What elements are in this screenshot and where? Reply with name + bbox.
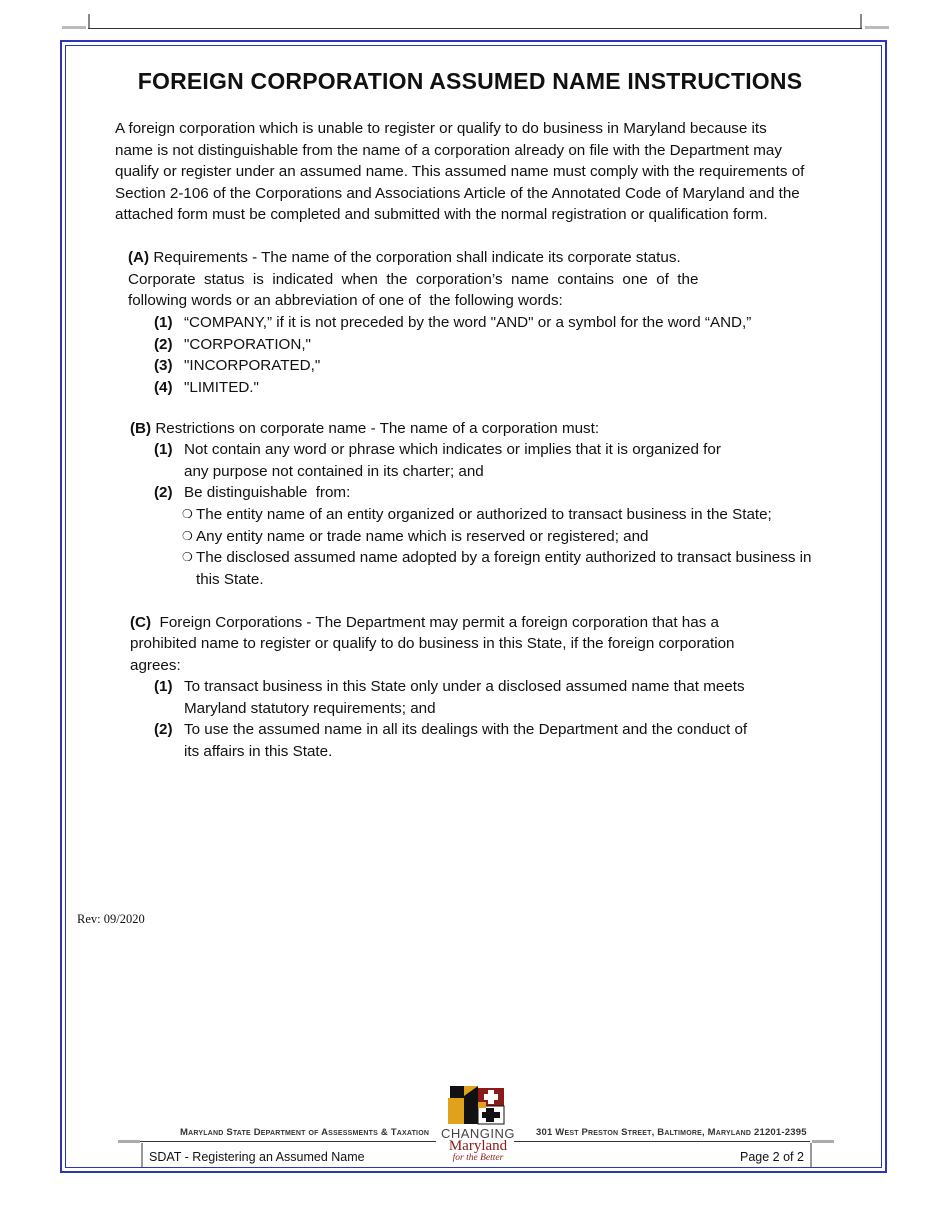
section-c-label: (C)	[130, 614, 152, 631]
section-a-label: (A)	[128, 249, 150, 266]
header-rule-stub-left	[62, 26, 86, 29]
intro-line: Section 2-106 of the Corporations and Associations Article of the Annotated Code of Maryland and the	[115, 184, 800, 202]
circle-bullet-icon: ❍	[182, 529, 193, 543]
list-item: To transact business in this State only under a disclosed assumed name that meets	[184, 678, 745, 695]
footer-document-name: SDAT - Registering an Assumed Name	[149, 1150, 365, 1164]
circle-bullet-icon: ❍	[182, 550, 193, 564]
section-c-line: Foreign Corporations - The Department may permit a foreign corporation that has a	[159, 614, 719, 631]
list-item-continuation: its affairs in this State.	[184, 743, 333, 760]
list-item: "LIMITED."	[184, 379, 259, 396]
list-item: Not contain any word or phrase which indicates or implies that it is organized for	[184, 441, 721, 458]
list-number: (2)	[154, 721, 173, 738]
list-number: (1)	[154, 441, 173, 458]
section-a-line: following words or an abbreviation of one of the following words:	[128, 292, 563, 309]
section-a-heading	[128, 247, 681, 269]
intro-line: name is not distinguishable from the name of a corporation already on file with the Department may	[115, 141, 782, 159]
list-item-continuation: Maryland statutory requirements; and	[184, 700, 436, 717]
list-item-continuation: any purpose not contained in its charter; and	[184, 463, 484, 480]
bullet-item: The entity name of an entity organized or authorized to transact business in the State;	[196, 506, 772, 523]
footer-rule-right	[514, 1141, 810, 1142]
logo-text-changing: CHANGING	[440, 1126, 516, 1141]
footer-address: 301 West Preston Street, Baltimore, Maryland 21201-2395	[536, 1127, 807, 1138]
footer-page-number: Page 2 of 2	[740, 1150, 804, 1164]
intro-paragraph	[115, 118, 865, 226]
footer-org-name: Maryland State Department of Assessments & Taxation	[180, 1127, 430, 1138]
list-item: Be distinguishable from:	[184, 484, 351, 501]
section-c-heading	[130, 612, 719, 634]
intro-line: attached form must be completed and submitted with the normal registration or qualification form.	[115, 206, 768, 224]
list-item: “COMPANY,” if it is not preceded by the word "AND" or a symbol for the word “AND,”	[184, 314, 752, 331]
section-b-heading	[130, 418, 599, 440]
logo-text-better: for the Better	[452, 1153, 504, 1163]
list-number: (4)	[154, 379, 173, 396]
section-c-line: prohibited name to register or qualify to do business in this State, if the foreign corporation	[130, 635, 735, 652]
list-item: To use the assumed name in all its dealings with the Department and the conduct of	[184, 721, 748, 738]
list-number: (2)	[154, 484, 173, 501]
footer-bar-right	[810, 1143, 812, 1167]
list-number: (2)	[154, 336, 173, 353]
bullet-item: The disclosed assumed name adopted by a foreign entity authorized to transact business in	[196, 549, 812, 566]
list-item: "INCORPORATED,"	[184, 357, 321, 374]
section-c-line: agrees:	[130, 657, 181, 674]
list-number: (1)	[154, 678, 173, 695]
bullet-item-continuation: this State.	[196, 571, 264, 588]
list-item: "CORPORATION,"	[184, 336, 311, 353]
intro-line: qualify or register under an assumed name. This assumed name must comply with the requirements of	[115, 163, 805, 181]
section-b-line: Restrictions on corporate name - The name of a corporation must:	[155, 420, 600, 437]
footer-rule-stub-left	[118, 1140, 140, 1143]
header-tick-right	[860, 14, 862, 28]
circle-bullet-icon: ❍	[182, 507, 193, 521]
revision-date: Rev: 09/2020	[77, 912, 145, 926]
section-a-line: Corporate status is indicated when the corporation’s name contains one of the	[128, 271, 699, 288]
header-rule-stub-right	[865, 26, 889, 29]
bullet-item: Any entity name or trade name which is reserved or registered; and	[196, 528, 649, 545]
logo-text-maryland: Maryland	[448, 1138, 508, 1154]
section-b-label: (B)	[130, 420, 152, 437]
page-title: FOREIGN CORPORATION ASSUMED NAME INSTRUCTIONS	[137, 68, 803, 94]
footer-bar-left	[141, 1143, 143, 1167]
list-number: (1)	[154, 314, 173, 331]
footer-rule-left	[140, 1141, 436, 1142]
intro-line: A foreign corporation which is unable to register or qualify to do business in Maryland because its	[115, 120, 767, 137]
section-a-line: Requirements - The name of the corporation shall indicate its corporate status.	[153, 249, 681, 266]
footer-rule-stub-right	[812, 1140, 834, 1143]
list-number: (3)	[154, 357, 173, 374]
header-rule	[88, 28, 862, 29]
header-tick-left	[88, 14, 90, 28]
